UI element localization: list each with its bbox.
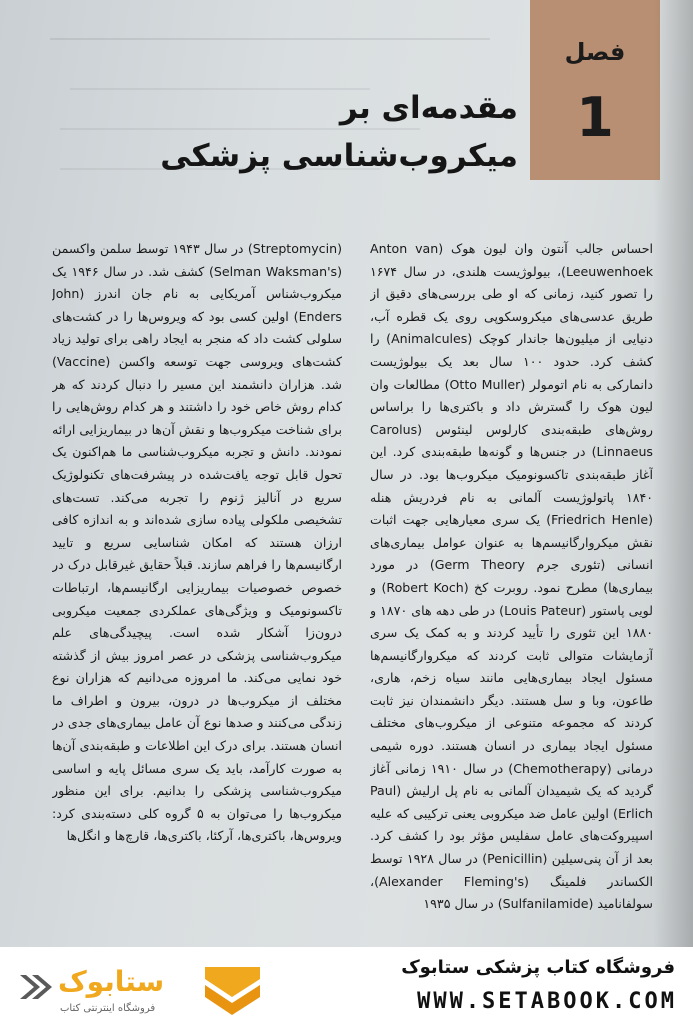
chapter-number: 1 [576,86,614,149]
store-footer [0,947,693,1024]
chapter-label-box [530,0,660,180]
text-column-left: (Streptomycin) در سال ۱۹۴۳ توسط سلمن واکسمن (Selman Waksman's) کشف شد. در سال ۱۹۴۶ یک میکروب‌شناس آمریکایی به نام جان اندرز (John Enders) اولین کسی بود که ویروس‌ها را در کشت‌های سلولی کشت داد که منجر به ایجاد راهی برای تولید زیاد کشت‌های ویروسی جهت توسعه واکسن (Vaccine) شد. هزاران دانشمند این مسیر را دنبال کردند که هر کدام روش خاص خود را داشتند و هر کدام روش‌هایی را برای شناخت میکروب‌ها و نقش آن‌ها در بیماریزایی ارائه نمودند. دانش و تجربه میکروب‌شناسی ما هم‌اکنون یک تحول قابل توجه یافت‌شده در پیشرفت‌های تکنولوژیک سریع در آنالیز ژنوم را تجربه می‌کند. تست‌های تشخیصی ملکولی پیاده سازی شده‌اند و به اندازه کافی ارزان هستند که امکان شناسایی سریع و تایید ارگانیسم‌ها را فراهم سازند. قبلاً حقایق غیرقابل درک در خصوص خصوصیات بیماریزایی ارگانیسم‌ها، ارتباطات تاکسونومیک و ویژگی‌های عملکردی جمعیت میکروبی درون‌زا آشکار شده است. پیچیدگی‌های علم میکروب‌شناسی پزشکی در عصر امروز بیش از گذشته خود نمایی می‌کند. ما امروزه می‌دانیم که هزاران نوع مختلف از میکروب‌ها در درون، بیرون و اطراف ما زندگی می‌کنند و صدها نوع آن عامل بیماری‌های جدی در انسان هستند. برای درک این اطلاعات و طبقه‌بندی آن‌ها به صورت کارآمد، باید یک سری مسائل پایه و اساسی میکروب‌شناسی پزشکی را بدانیم. برای این منظور میکروب‌ها را می‌توان به ۵ گروه کلی دسته‌بندی کرد: ویروس‌ها، باکتری‌ها، آرکئا، باکتری‌ها، قارچ‌ها و انگل‌ها [52,241,342,844]
chapter-title-line-2: میکروب‌شناسی پزشکی [160,138,518,174]
logo-wordmark: ستابوک [58,965,165,998]
store-url[interactable]: WWW.SETABOOK.COM [417,989,677,1014]
store-name: فروشگاه کتاب پزشکی ستابوک [401,957,675,978]
bleed-through-text [50,28,490,228]
text-column-right: احساس جالب آنتون وان لیون هوک (Anton van Leeuwenhoek)، بیولوژیست هلندی، در سال ۱۶۷۴ را تصور کنید، زمانی که او طی بررسی‌های دقیق از طریق عدسی‌های میکروسکوپی روی یک قطره آب، دنیایی از میلیون‌ها جاندار کوچک (Animalcules) را کشف کرد. حدود ۱۰۰ سال بعد یک بیولوژیست دانمارکی به نام اتومولر (Otto Muller) مطالعات وان لیون هوک را گسترش داد و باکتری‌ها را براساس روش‌های طبقه‌بندی کارلوس لینئوس (Carolus Linnaeus) در جنس‌ها و گونه‌ها طبقه‌بندی کرد. این آغاز طبقه‌بندی تاکسونومیک میکروب‌ها بود. در سال ۱۸۴۰ پاتولوژیست آلمانی به نام فردریش هنله (Friedrich Henle) یک سری معیارهایی جهت اثبات نقش میکروارگانیسم‌ها به عنوان عوامل بیماری‌های انسانی (تئوری جرم Germ Theory) در مورد بیماری‌ها) مطرح نمود. روبرت کخ (Robert Koch) و لویی پاستور (Louis Pateur) در طی دهه های ۱۸۷۰ و ۱۸۸۰ این تئوری را تأیید کردند و به کمک یک سری آزمایشات متوالی ثابت کردند که میکروارگانیسم‌ها مسئول ایجاد بیماری‌هایی مانند سیاه زخم، هاری، طاعون، وبا و سل هستند. دیگر دانشمندان نیز ثابت کردند که مجموعه متنوعی از میکروب‌های مختلف مسئول ایجاد بیماری در انسان هستند. دوره شیمی درمانی (Chemotherapy) در سال ۱۹۱۰ زمانی آغاز گردید که یک شیمیدان آلمانی به نام پل ارلیش (Paul Erlich) اولین عامل ضد میکروبی یعنی ترکیبی که علیه اسپیروکت‌های عامل سفلیس مؤثر بود را کشف کرد. بعد از آن پنی‌سیلین (Penicillin) در سال ۱۹۲۸ توسط الکساندر فلمینگ (Alexander Fleming's)، سولفانامید (Sulfanilamide) در سال ۱۹۳۵ [370,241,653,912]
logo-tagline: فروشگاه اینترنتی کتاب [60,1003,156,1014]
chapter-title-line-1: مقدمه‌ای بر [339,90,518,126]
setabook-logo [20,957,270,1017]
chapter-word: فصل [564,38,626,66]
